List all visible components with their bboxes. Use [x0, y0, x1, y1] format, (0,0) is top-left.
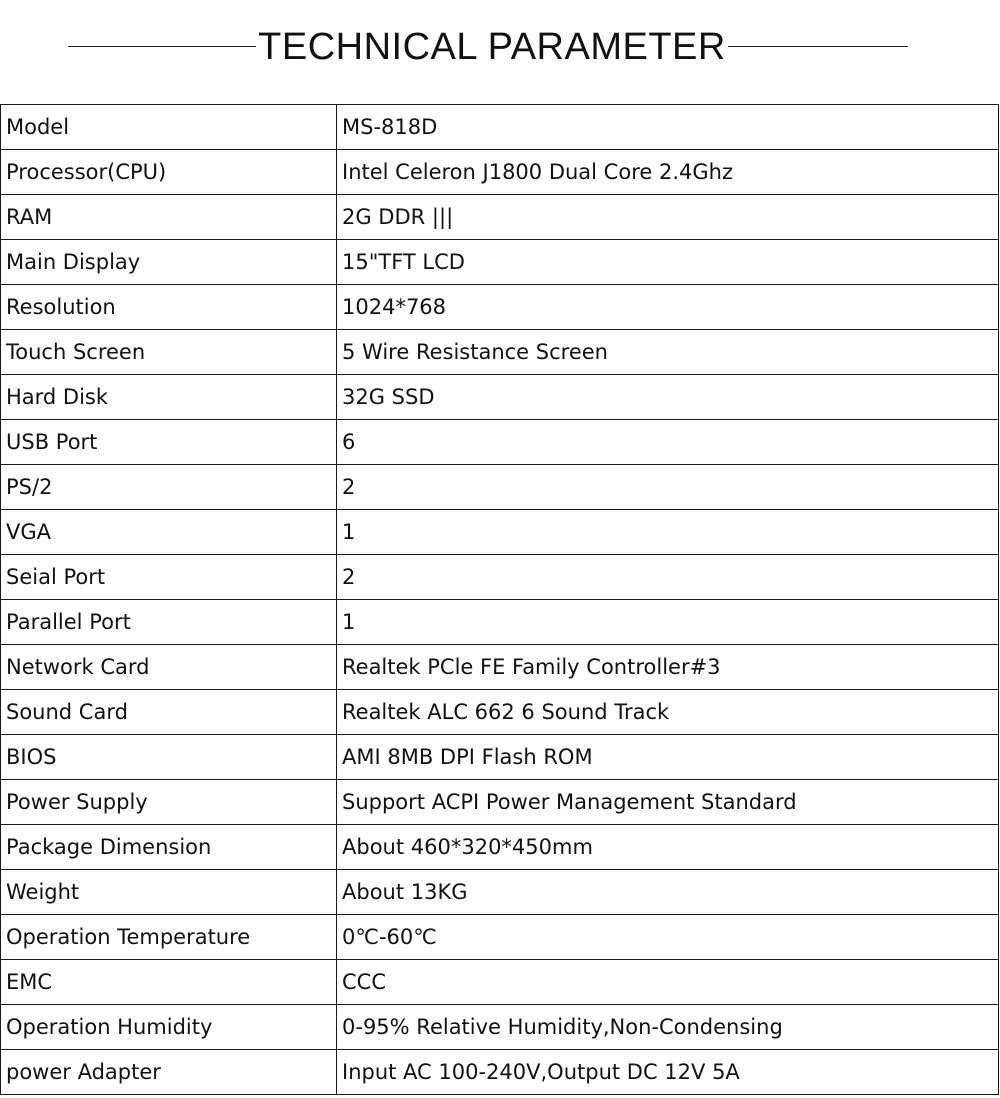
parameter-value: 2	[337, 555, 999, 600]
parameter-label: Main Display	[1, 240, 337, 285]
table-row	[1, 510, 999, 555]
parameter-label: Operation Humidity	[1, 1005, 337, 1050]
parameter-value: 6	[337, 420, 999, 465]
table-row	[1, 240, 999, 285]
parameter-label: Touch Screen	[1, 330, 337, 375]
parameter-label: Power Supply	[1, 780, 337, 825]
table-row	[1, 330, 999, 375]
table-row	[1, 870, 999, 915]
parameter-value: 0℃-60℃	[337, 915, 999, 960]
parameter-label: Resolution	[1, 285, 337, 330]
table-row	[1, 420, 999, 465]
parameter-value: Support ACPI Power Management Standard	[337, 780, 999, 825]
table-row	[1, 690, 999, 735]
parameter-label: Model	[1, 105, 337, 150]
table-row	[1, 825, 999, 870]
parameter-table-body	[1, 105, 999, 1095]
parameter-value: 2G DDR |||	[337, 195, 999, 240]
parameter-value: Intel Celeron J1800 Dual Core 2.4Ghz	[337, 150, 999, 195]
parameter-value: Input AC 100-240V,Output DC 12V 5A	[337, 1050, 999, 1095]
parameter-value: About 13KG	[337, 870, 999, 915]
table-row	[1, 915, 999, 960]
table-row	[1, 645, 999, 690]
parameter-value: 5 Wire Resistance Screen	[337, 330, 999, 375]
parameter-value: 1	[337, 600, 999, 645]
parameter-label: Package Dimension	[1, 825, 337, 870]
parameter-label: Hard Disk	[1, 375, 337, 420]
parameter-label: Processor(CPU)	[1, 150, 337, 195]
parameter-value: 32G SSD	[337, 375, 999, 420]
parameter-label: USB Port	[1, 420, 337, 465]
table-row	[1, 105, 999, 150]
parameter-label: Operation Temperature	[1, 915, 337, 960]
technical-parameter-table	[0, 104, 999, 1095]
parameter-label: RAM	[1, 195, 337, 240]
parameter-label: Weight	[1, 870, 337, 915]
table-row	[1, 960, 999, 1005]
table-row	[1, 780, 999, 825]
parameter-value: About 460*320*450mm	[337, 825, 999, 870]
parameter-label: EMC	[1, 960, 337, 1005]
parameter-label: power Adapter	[1, 1050, 337, 1095]
parameter-value: AMI 8MB DPI Flash ROM	[337, 735, 999, 780]
table-row	[1, 150, 999, 195]
parameter-label: Sound Card	[1, 690, 337, 735]
parameter-value: CCC	[337, 960, 999, 1005]
parameter-value: 1024*768	[337, 285, 999, 330]
heading-rule-left	[68, 46, 256, 47]
table-row	[1, 735, 999, 780]
parameter-label: BIOS	[1, 735, 337, 780]
table-row	[1, 195, 999, 240]
table-row	[1, 555, 999, 600]
parameter-value: 2	[337, 465, 999, 510]
parameter-value: Realtek PCle FE Family Controller#3	[337, 645, 999, 690]
table-row	[1, 1005, 999, 1050]
table-row	[1, 1050, 999, 1095]
parameter-label: Seial Port	[1, 555, 337, 600]
parameter-label: Parallel Port	[1, 600, 337, 645]
table-row	[1, 285, 999, 330]
parameter-value: Realtek ALC 662 6 Sound Track	[337, 690, 999, 735]
parameter-label: VGA	[1, 510, 337, 555]
parameter-label: PS/2	[1, 465, 337, 510]
parameter-value: 1	[337, 510, 999, 555]
parameter-label: Network Card	[1, 645, 337, 690]
table-row	[1, 375, 999, 420]
parameter-value: 0-95% Relative Humidity,Non-Condensing	[337, 1005, 999, 1050]
page-heading	[0, 22, 1000, 72]
parameter-value: MS-818D	[337, 105, 999, 150]
heading-rule-right	[728, 46, 908, 47]
table-row	[1, 465, 999, 510]
table-row	[1, 600, 999, 645]
page-title: TECHNICAL PARAMETER	[258, 26, 726, 68]
parameter-value: 15"TFT LCD	[337, 240, 999, 285]
